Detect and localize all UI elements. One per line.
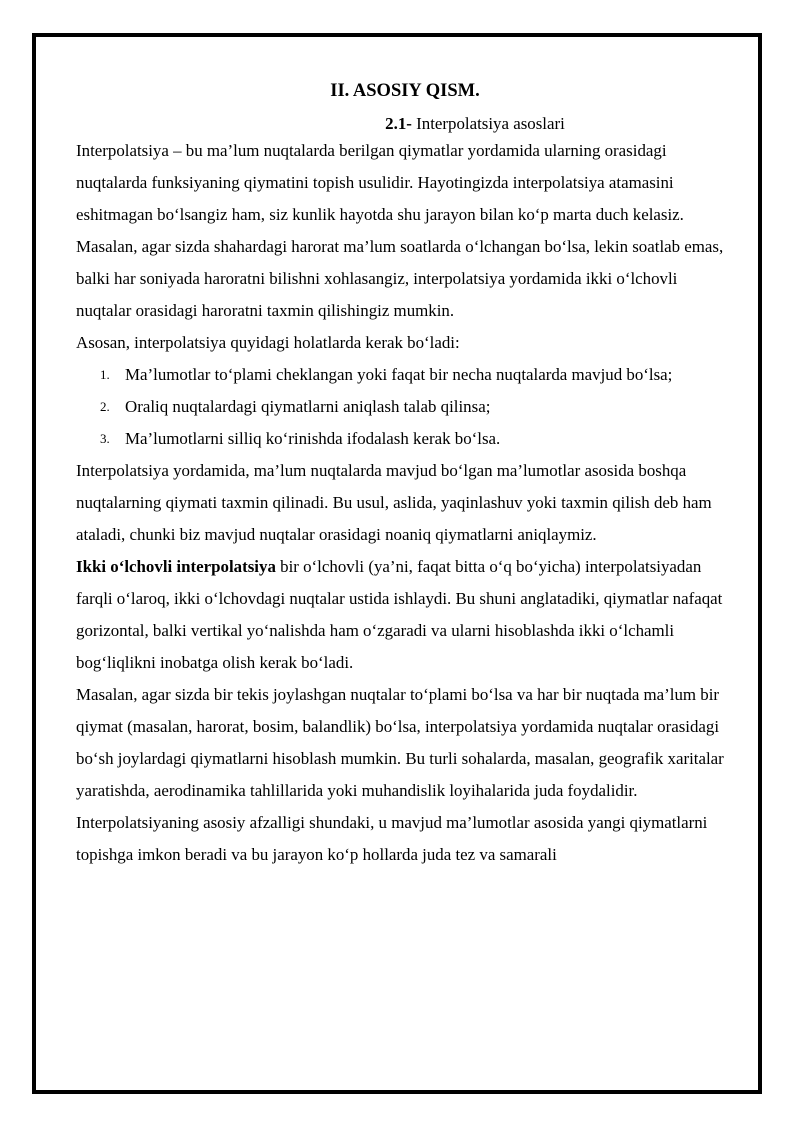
paragraph-advantage: Interpolatsiyaning asosiy afzalligi shundaki, u mavjud ma’lumotlar asosida yangi qiymatlarni topishga imkon beradi va bu jarayon ko‘p hollarda juda tez va samarali: [76, 813, 708, 864]
list-marker: 1.: [100, 367, 110, 382]
subsection-number: 2.1-: [385, 114, 412, 133]
list-item-text: Ma’lumotlar to‘plami cheklangan yoki faqat bir necha nuqtalarda mavjud bo‘lsa;: [125, 365, 673, 384]
list-marker: 2.: [100, 399, 110, 414]
subsection-heading: [76, 113, 726, 135]
paragraph-estimation: Interpolatsiya yordamida, ma’lum nuqtalarda mavjud bo‘lgan ma’lumotlar asosida boshqa nuqtalarning qiymati taxmin qilinadi. Bu usul, aslida, yaqinlashuv yoki taxmin qilish deb ham ataladi, chunki biz mavjud nuqtalar orasidagi noaniq qiymatlarni aniqlaymiz.: [76, 461, 712, 544]
paragraph-2d-interpolation: [76, 551, 726, 679]
list-item-text: Ma’lumotlarni silliq ko‘rinishda ifodalash kerak bo‘lsa.: [125, 429, 501, 448]
list-item: [76, 391, 726, 423]
list-marker: 3.: [100, 431, 110, 446]
cases-list: [76, 359, 726, 455]
document-body: [76, 78, 726, 871]
list-item-text: Oraliq nuqtalardagi qiymatlarni aniqlash talab qilinsa;: [125, 397, 491, 416]
subsection-title: Interpolatsiya asoslari: [411, 114, 565, 133]
section-heading: II. ASOSIY QISM.: [330, 81, 480, 101]
paragraph-list-intro: Asosan, interpolatsiya quyidagi holatlarda kerak bo‘ladi:: [76, 333, 460, 352]
paragraph-definition: Interpolatsiya – bu ma’lum nuqtalarda berilgan qiymatlar yordamida ularning orasidagi nuqtalarda funksiyaning qiymatini topish usulidir. Hayotingizda interpolatsiya atamasini eshitmagan bo‘lsangiz ham, siz kunlik hayotda shu jarayon bilan ko‘p marta duch kelasiz. Masalan, agar sizda shahardagi harorat ma’lum soatlarda o‘lchangan bo‘lsa, lekin soatlab emas, balki har soniyada haroratni bilishni xohlasangiz, interpolatsiya yordamida ikki o‘lchovli nuqtalar orasidagi haroratni taxmin qilishingiz mumkin.: [76, 141, 724, 320]
paragraph-example: Masalan, agar sizda bir tekis joylashgan nuqtalar to‘plami bo‘lsa va har bir nuqtada ma’lum bir qiymat (masalan, harorat, bosim, balandlik) bo‘lsa, interpolatsiya yordamida nuqtalar orasidagi bo‘sh joylardagi qiymatlarni hisoblash mumkin. Bu turli sohalarda, masalan, geografik xaritalar yaratishda, aerodinamika tahlillarida yoki muhandislik loyihalarida juda foydalidir.: [76, 685, 724, 800]
list-item: [76, 423, 726, 455]
list-item: [76, 359, 726, 391]
term-2d-interpolation: Ikki o‘lchovli interpolatsiya: [76, 557, 276, 576]
paragraph-2d-text: bir o‘lchovli (ya’ni, faqat bitta o‘q bo‘yicha) interpolatsiyadan farqli o‘laroq, ikki o‘lchovdagi nuqtalar ustida ishlaydi. Bu shuni anglatadiki, qiymatlar nafaqat gorizontal, balki vertikal yo‘nalishda ham o‘zgaradi va ularni hisoblashda ikki o‘lchamli bog‘liqlikni inobatga olish kerak bo‘ladi.: [76, 557, 723, 672]
